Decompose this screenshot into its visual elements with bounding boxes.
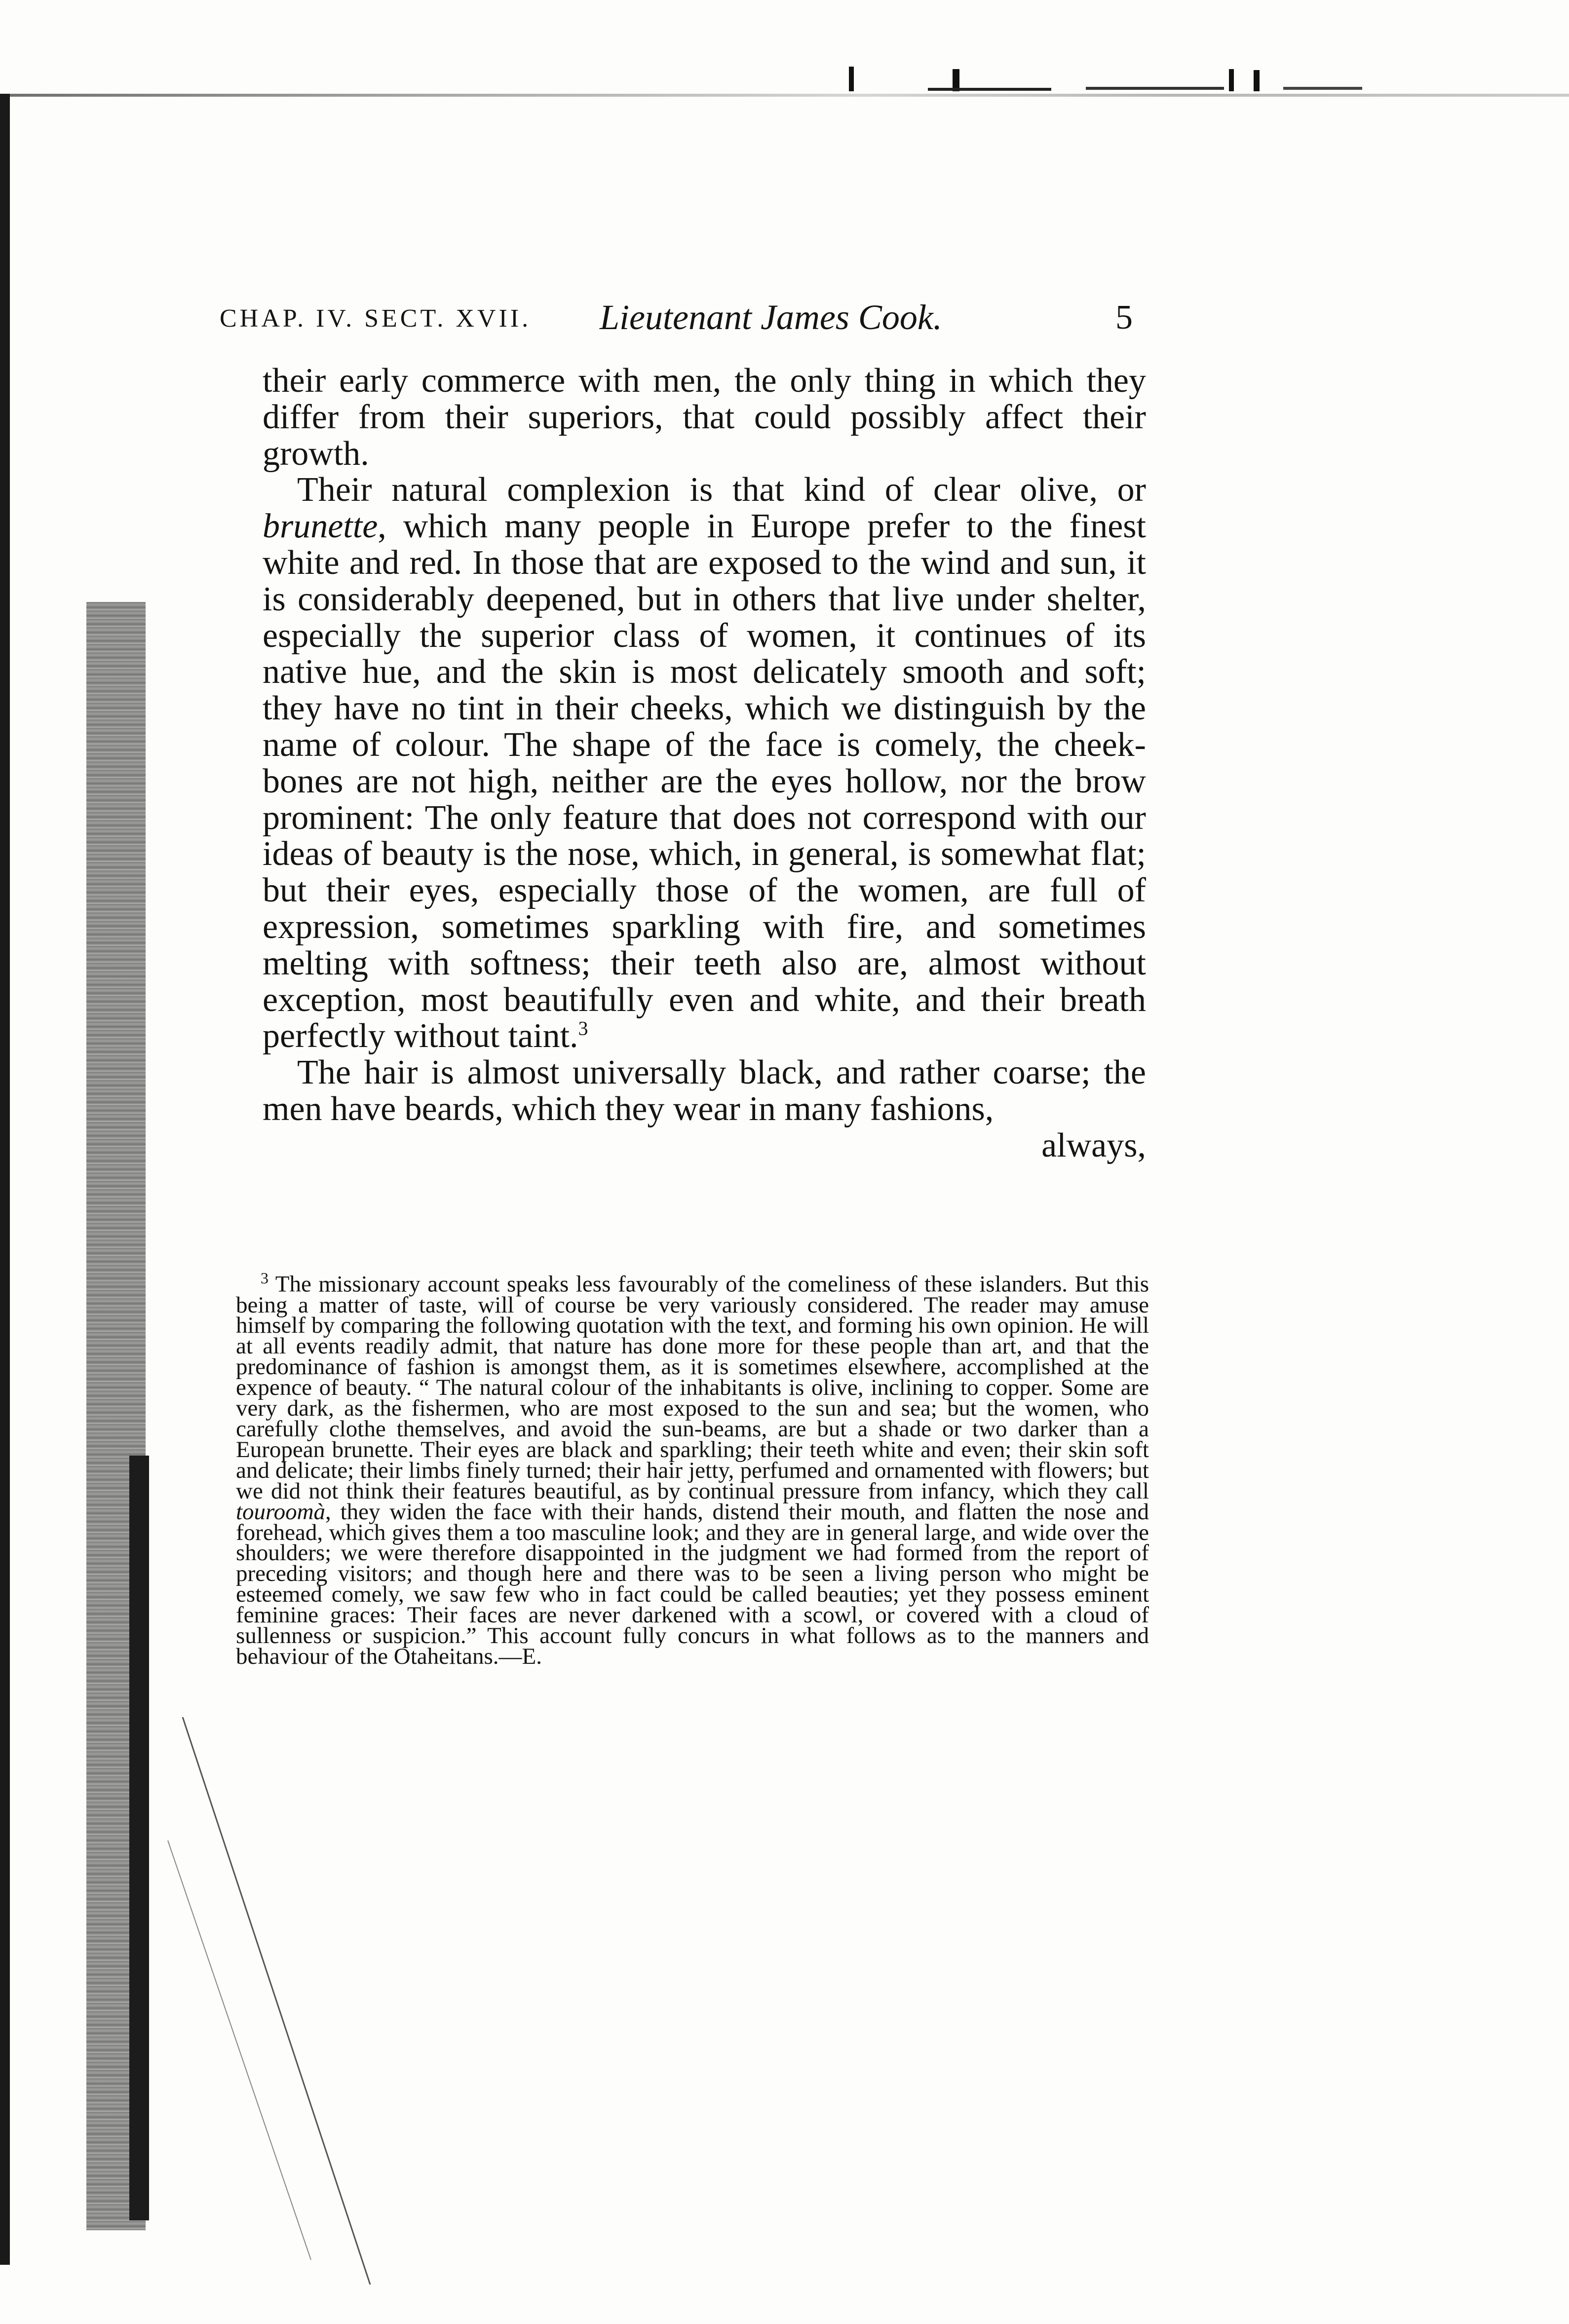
page-header <box>220 297 1133 346</box>
paragraph-complexion-start: Their natural complexion is that kind of clear olive, or <box>297 471 1146 509</box>
scan-top-marks <box>839 64 1382 94</box>
running-title: Lieutenant James Cook. <box>600 298 942 337</box>
paragraph-complexion <box>263 472 1146 1054</box>
page-fold-lines <box>163 1717 410 2285</box>
paragraph-hair: The hair is almost universally black, and rather coarse; the men have beards, which they wear in many fashions, <box>263 1053 1146 1128</box>
paragraph-complexion-rest: , which many people in Europe prefer to the finest white and red. In those that are exposed to the wind and sun, it is considerably deepened, but in others that live under shelter, especially the superior class of women, it continues of its native hue, and the skin is most delicately smooth and soft; they have no tint in their cheeks, which we distinguish by the name of colour. The shape of the face is comely, the cheek-bones are not high, neither are the eyes hollow, nor the brow prominent: The only feature that does not correspond with our ideas of beauty is the nose, which, in general, is somewhat flat; but their eyes, especially those of the women, are full of expression, sometimes sparkling with fire, and sometimes melting with softness; their teeth also are, almost without exception, most beautifully even and white, and their breath perfectly without taint. <box>263 507 1146 1055</box>
catchword: always, <box>1041 1126 1146 1164</box>
footnote-reference: 3 <box>578 1017 588 1040</box>
footnote <box>236 1268 1149 1667</box>
paragraph-continued: their early commerce with men, the only thing in which they differ from their superiors, that could possibly affect their growth. <box>263 362 1146 473</box>
footnote-marker: 3 <box>261 1269 268 1287</box>
main-text <box>263 363 1146 1164</box>
footnote-text <box>236 1268 1149 1667</box>
page-number: 5 <box>1115 299 1133 337</box>
binding-edge <box>0 94 10 2265</box>
italic-term-touroomà: touroomà <box>236 1499 326 1525</box>
footnote-text-start: The missionary account speaks less favourably of the comeliness of these islanders. But this being a matter of taste, will of course be very variously considered. The reader may amuse himself by comparing the following quotation with the text, and forming his own opinion. He will at all events readily admit, that nature has done more for these people than art, and that the predominance of fashion is amongst them, as it is sometimes elsewhere, accomplished at the expence of beauty. “ The natural colour of the inhabitants is olive, inclining to copper. Some are very dark, as the fishermen, who are most exposed to the sun and sea; but the women, who carefully clothe themselves, and avoid the sun-beams, are but a shade or two darker than a European brunette. Their eyes are black and sparkling; their teeth white and even; their skin soft and delicate; their limbs finely turned; their hair jetty, perfumed and ornamented with flowers; but we did not think their features beautiful, as by continual pressure from infancy, which they call <box>236 1271 1149 1504</box>
footnote-text-rest: , they widen the face with their hands, distend their mouth, and flatten the nose and forehead, which gives them a too masculine look; and they are in general large, and wide over the shoulders; we were therefore disappointed in the judgment we had formed from the report of preceding visitors; and though here and there was to be seen a living person who might be esteemed comely, we saw few who in fact could be called beauties; yet they possess eminent feminine graces: Their faces are never darkened with a scowl, or covered with a cloud of sullenness or suspicion.” This account fully concurs in what follows as to the manners and behaviour of the Otaheitans.—E. <box>236 1499 1149 1669</box>
scan-top-edge <box>0 94 1569 97</box>
italic-term-brunette: brunette <box>263 507 378 546</box>
running-head: CHAP. IV. SECT. XVII. <box>220 304 532 333</box>
binding-dark-bar <box>129 1456 149 2220</box>
